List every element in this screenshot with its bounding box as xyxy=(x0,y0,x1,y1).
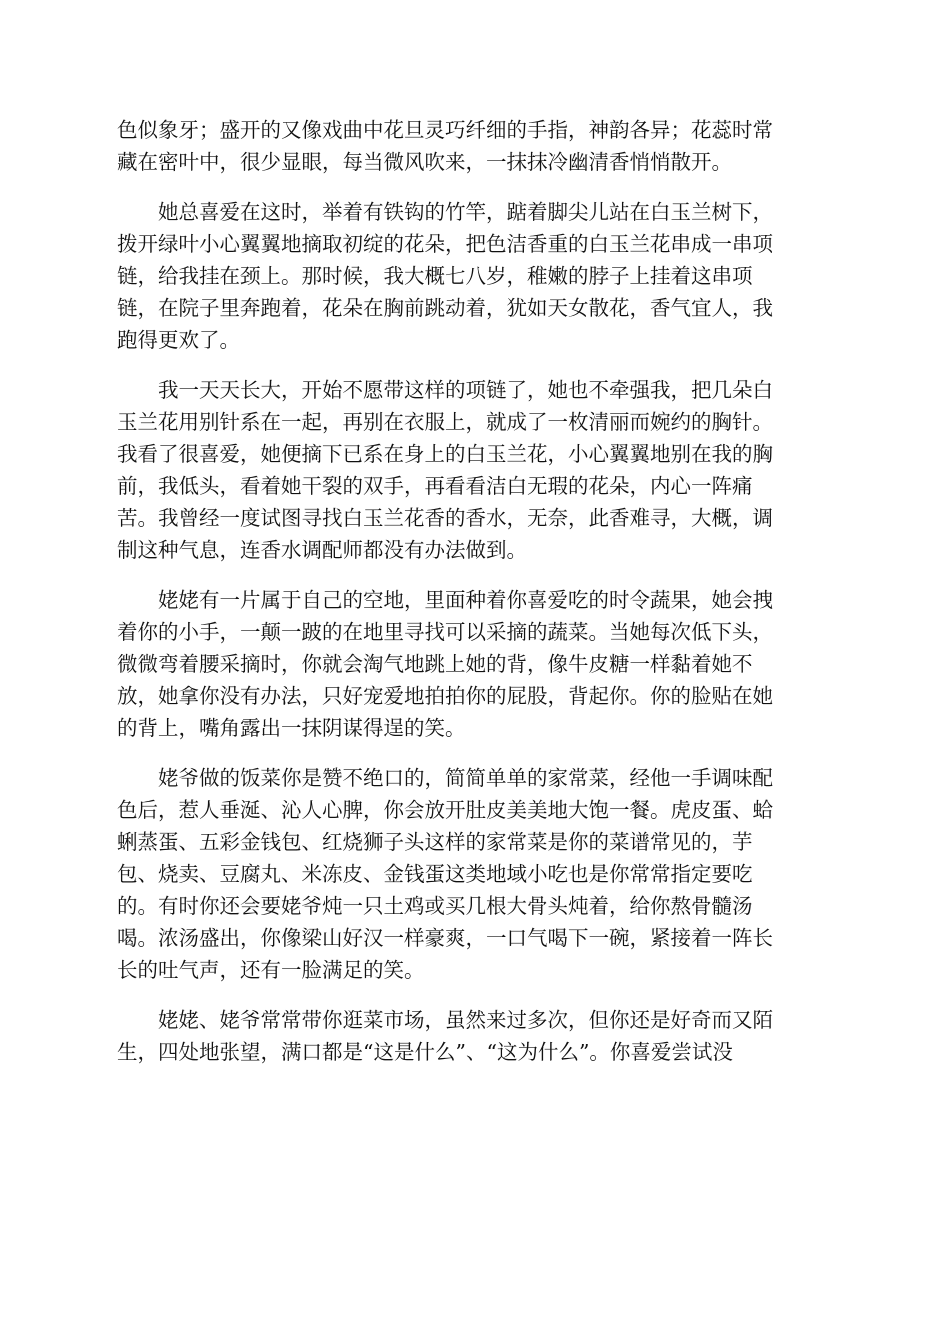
text-line: 跑得更欢了。 xyxy=(117,328,240,352)
paragraph-2 xyxy=(117,196,832,356)
text-line: 苦。我曾经一度试图寻找白玉兰花香的香水，无奈，此香难寻，大概，调 xyxy=(117,506,773,530)
text-line: 姥姥、姥爷常常带你逛菜市场，虽然来过多次，但你还是好奇而又陌 xyxy=(158,1008,773,1032)
text-line: 我一天天长大，开始不愿带这样的项链了，她也不牵强我，把几朵白 xyxy=(158,378,773,402)
text-line: 姥姥有一片属于自己的空地，里面种着你喜爱吃的时令蔬果，她会拽 xyxy=(158,588,773,612)
paragraph-3 xyxy=(117,374,832,566)
text-line: 微微弯着腰采摘时，你就会淘气地跳上她的背，像牛皮糖一样黏着她不 xyxy=(117,652,753,676)
text-line: 她总喜爱在这时，举着有铁钩的竹竿，踮着脚尖儿站在白玉兰树下， xyxy=(158,200,773,224)
text-line: 生，四处地张望，满口都是“这是什么”、“这为什么”。你喜爱尝试没 xyxy=(117,1040,733,1064)
text-line: 着你的小手，一颠一跛的在地里寻找可以采摘的蔬菜。当她每次低下头， xyxy=(117,620,773,644)
text-line: 姥爷做的饭菜你是赞不绝口的，简简单单的家常菜，经他一手调味配 xyxy=(158,766,773,790)
paragraph-5 xyxy=(117,762,832,986)
text-line: 链，在院子里奔跑着，花朵在胸前跳动着，犹如天女散花，香气宜人，我 xyxy=(117,296,773,320)
document-page xyxy=(117,114,832,1086)
text-line: 的背上，嘴角露出一抹阴谋得逞的笑。 xyxy=(117,716,466,740)
text-line: 放，她拿你没有办法，只好宠爱地拍拍你的屁股，背起你。你的脸贴在她 xyxy=(117,684,773,708)
paragraph-1 xyxy=(117,114,832,178)
text-line: 喝。浓汤盛出，你像梁山好汉一样豪爽，一口气喝下一碗，紧接着一阵长 xyxy=(117,926,773,950)
text-line: 玉兰花用别针系在一起，再别在衣服上，就成了一枚清丽而婉约的胸针。 xyxy=(117,410,773,434)
text-line: 蜊蒸蛋、五彩金钱包、红烧狮子头这样的家常菜是你的菜谱常见的，芋 xyxy=(117,830,753,854)
paragraph-4 xyxy=(117,584,832,744)
text-line: 色似象牙；盛开的又像戏曲中花旦灵巧纤细的手指，神韵各异；花蕊时常 xyxy=(117,118,773,142)
text-line: 前，我低头，看着她干裂的双手，再看看洁白无瑕的花朵，内心一阵痛 xyxy=(117,474,753,498)
text-line: 我看了很喜爱，她便摘下已系在身上的白玉兰花，小心翼翼地别在我的胸 xyxy=(117,442,773,466)
text-line: 色后，惹人垂涎、沁人心脾，你会放开肚皮美美地大饱一餐。虎皮蛋、蛤 xyxy=(117,798,773,822)
text-line: 藏在密叶中，很少显眼，每当微风吹来，一抹抹冷幽清香悄悄散开。 xyxy=(117,150,732,174)
text-line: 拨开绿叶小心翼翼地摘取初绽的花朵，把色洁香重的白玉兰花串成一串项 xyxy=(117,232,773,256)
text-line: 长的吐气声，还有一脸满足的笑。 xyxy=(117,958,425,982)
text-line: 的。有时你还会要姥爷炖一只土鸡或买几根大骨头炖着，给你熬骨髓汤 xyxy=(117,894,753,918)
paragraph-6 xyxy=(117,1004,832,1068)
text-line: 制这种气息，连香水调配师都没有办法做到。 xyxy=(117,538,527,562)
text-line: 包、烧卖、豆腐丸、米冻皮、金钱蛋这类地域小吃也是你常常指定要吃 xyxy=(117,862,753,886)
text-line: 链，给我挂在颈上。那时候，我大概七八岁，稚嫩的脖子上挂着这串项 xyxy=(117,264,753,288)
